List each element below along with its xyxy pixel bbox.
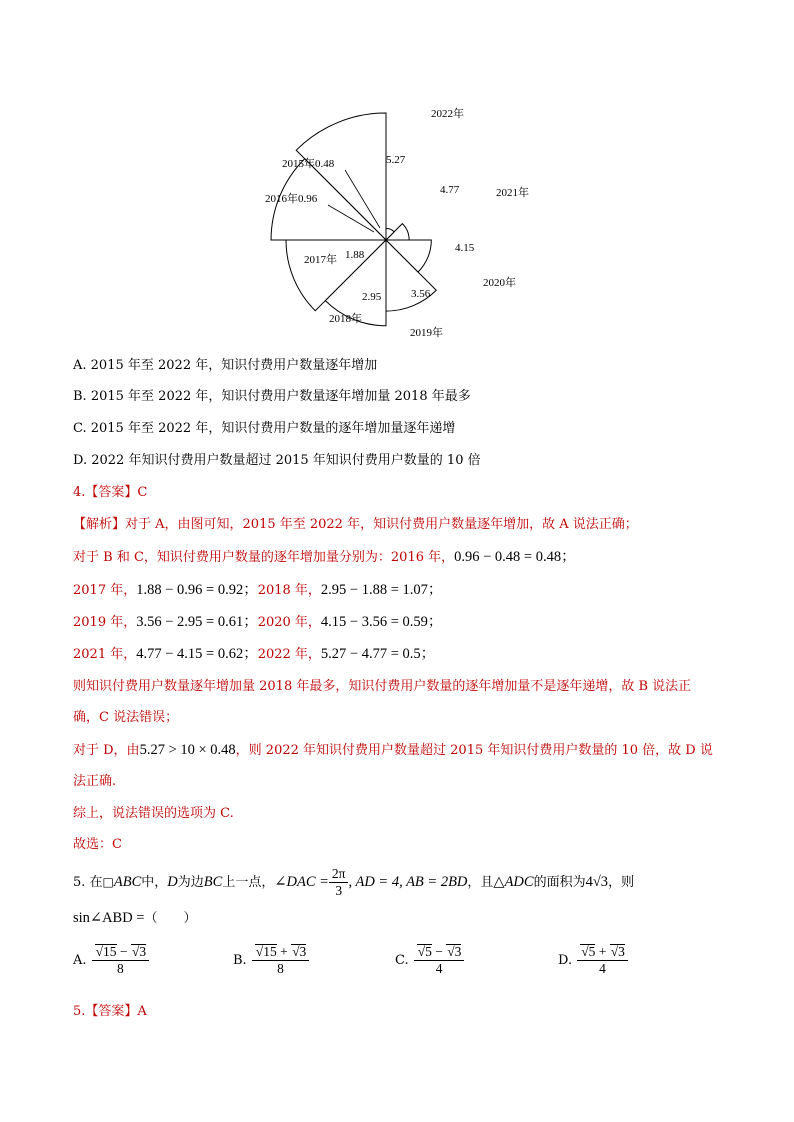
analysis-line-9: 法正确.: [73, 774, 117, 789]
q5-frac-den: 3: [335, 883, 343, 898]
year-label-2018: 2018年: [329, 313, 362, 325]
q5-option-d-label: D.: [558, 953, 573, 968]
analysis-line-3: [73, 581, 442, 600]
analysis-line-8-b: ，则 2022 年知识付费用户数量超过 2015 年知识付费用户数量的 10 倍，故 D 说: [235, 743, 713, 758]
q5-option-a-label: A.: [73, 953, 87, 968]
value-label-2017: 1.88: [345, 249, 365, 261]
analysis-line-10: 综上，说法错误的选项为 C.: [73, 806, 234, 821]
answer-4-heading: 4.【答案】C: [73, 485, 148, 500]
q5-option-c-den: 4: [435, 961, 443, 976]
q5-end: ，则: [608, 875, 635, 890]
q5-mid5: 的面积为: [533, 875, 586, 890]
analysis-line-4: [73, 613, 442, 632]
year-2018-text: 2018 年，: [257, 583, 321, 598]
analysis-line-2-math: 0.96 − 0.48 = 0.48；: [454, 549, 576, 565]
value-label-2020: 4.15: [455, 242, 475, 254]
year-label-2022: 2022年: [431, 108, 464, 120]
q5-option-a-den: 8: [116, 961, 124, 976]
q5-mid3: 上一点，: [222, 875, 275, 890]
year-label-2017: 2017年: [304, 254, 337, 266]
q5-option-d: [558, 944, 628, 977]
q5-option-b-fraction: [252, 944, 309, 977]
q5-option-d-num: √5 + √3: [577, 944, 628, 961]
q5-paren: （ ）: [144, 911, 197, 926]
q5-angle-fraction: [329, 866, 349, 899]
q5-option-c-num: √5 − √3: [414, 944, 465, 961]
option-a: A. 2015 年至 2022 年，知识付费用户数量逐年增加: [73, 358, 378, 373]
analysis-line-2: [73, 548, 576, 567]
q5-option-c-label: C.: [395, 953, 409, 968]
q5-conditions: , AD = 4, AB = 2BD: [348, 874, 468, 890]
q5-option-c-fraction: [414, 944, 465, 977]
year-2019-text: 2019 年，: [73, 615, 137, 630]
value-label-2021: 4.77: [440, 184, 460, 196]
year-label-2019: 2019年: [410, 327, 443, 339]
q5-option-b-den: 8: [277, 961, 284, 976]
option-c: C. 2015 年至 2022 年，知识付费用户数量的逐年增加量逐年递增: [73, 421, 456, 436]
analysis-line-5: [73, 645, 435, 664]
q5-mid2: 为边: [177, 875, 204, 890]
year-2022-text: 2022 年，: [257, 647, 321, 662]
year-label-2021: 2021年: [496, 187, 529, 199]
q5-triangle-adc: △ADC: [493, 874, 534, 890]
diff-2019: 3.56 − 2.95 = 0.61；: [136, 614, 258, 630]
value-label-2016: 2016年0.96: [265, 193, 318, 205]
q5-option-c: [395, 944, 464, 977]
q5-sin-expression: sin∠ABD =: [73, 910, 145, 926]
q5-angle: ∠DAC =: [274, 874, 329, 890]
option-d: D. 2022 年知识付费用户数量超过 2015 年知识付费用户数量的 10 倍: [73, 453, 481, 468]
analysis-line-7: 确，C 说法错误；: [73, 710, 179, 725]
q5-option-d-den: 4: [599, 961, 606, 976]
q5-option-b-label: B.: [233, 953, 247, 968]
q5-option-b: [233, 944, 309, 977]
analysis-line-8: [73, 741, 713, 760]
year-2021-text: 2021 年，: [73, 647, 137, 662]
q5-intro: 5. 在: [73, 875, 103, 890]
rose-chart: [0, 0, 794, 345]
value-label-2022: 5.27: [386, 154, 406, 166]
analysis-line-8-math: 5.27 > 10 × 0.48: [139, 742, 236, 758]
q5-option-b-num: √15 + √3: [252, 944, 309, 961]
analysis-line-6: 则知识付费用户数量逐年增加量 2018 年最多，知识付费用户数量的逐年增加量不是逐年递增，故 B 说法正: [73, 679, 692, 694]
q5-option-a-fraction: [92, 944, 149, 977]
analysis-line-1: 【解析】对于 A，由图可知，2015 年至 2022 年，知识付费用户数量逐年增加，故 A 说法正确；: [73, 517, 638, 532]
q5-mid4: ，且: [467, 875, 494, 890]
question-5-line-2: [73, 909, 197, 928]
q5-side-bc: BC: [203, 874, 223, 890]
value-label-2019: 3.56: [411, 288, 431, 300]
q5-option-a: [73, 944, 149, 977]
analysis-line-11: 故选：C: [73, 837, 122, 852]
year-2017-text: 2017 年，: [73, 583, 137, 598]
diff-2020: 4.15 − 3.56 = 0.59；: [320, 614, 443, 630]
q5-triangle: ABC: [113, 874, 142, 890]
diff-2018: 2.95 − 1.88 = 1.07；: [320, 582, 443, 598]
q5-option-d-fraction: [577, 944, 628, 977]
diff-2017: 1.88 − 0.96 = 0.92；: [136, 582, 258, 598]
option-b: B. 2015 年至 2022 年，知识付费用户数量逐年增加量 2018 年最多: [73, 389, 471, 404]
q5-frac-num: 2π: [329, 866, 349, 883]
value-label-2015: 2015年0.48: [282, 158, 335, 170]
analysis-line-2-text: 对于 B 和 C，知识付费用户数量的逐年增加量分别为：2016 年，: [73, 550, 455, 565]
q5-option-a-num: √15 − √3: [92, 944, 149, 961]
diff-2022: 5.27 − 4.77 = 0.5；: [320, 646, 436, 662]
diff-2021: 4.77 − 4.15 = 0.62；: [136, 646, 258, 662]
year-label-2020: 2020年: [483, 277, 516, 289]
year-2020-text: 2020 年，: [257, 615, 321, 630]
q5-box: □: [102, 875, 114, 889]
question-5-line-1: [73, 866, 634, 899]
q5-options: [73, 944, 713, 990]
q5-mid1: 中，: [141, 875, 168, 890]
q5-area: 4√3: [585, 874, 609, 890]
value-label-2018: 2.95: [362, 291, 382, 303]
answer-5-heading: 5.【答案】A: [73, 1004, 147, 1019]
analysis-line-8-a: 对于 D，由: [73, 743, 140, 758]
q5-point-d: D: [167, 874, 178, 890]
